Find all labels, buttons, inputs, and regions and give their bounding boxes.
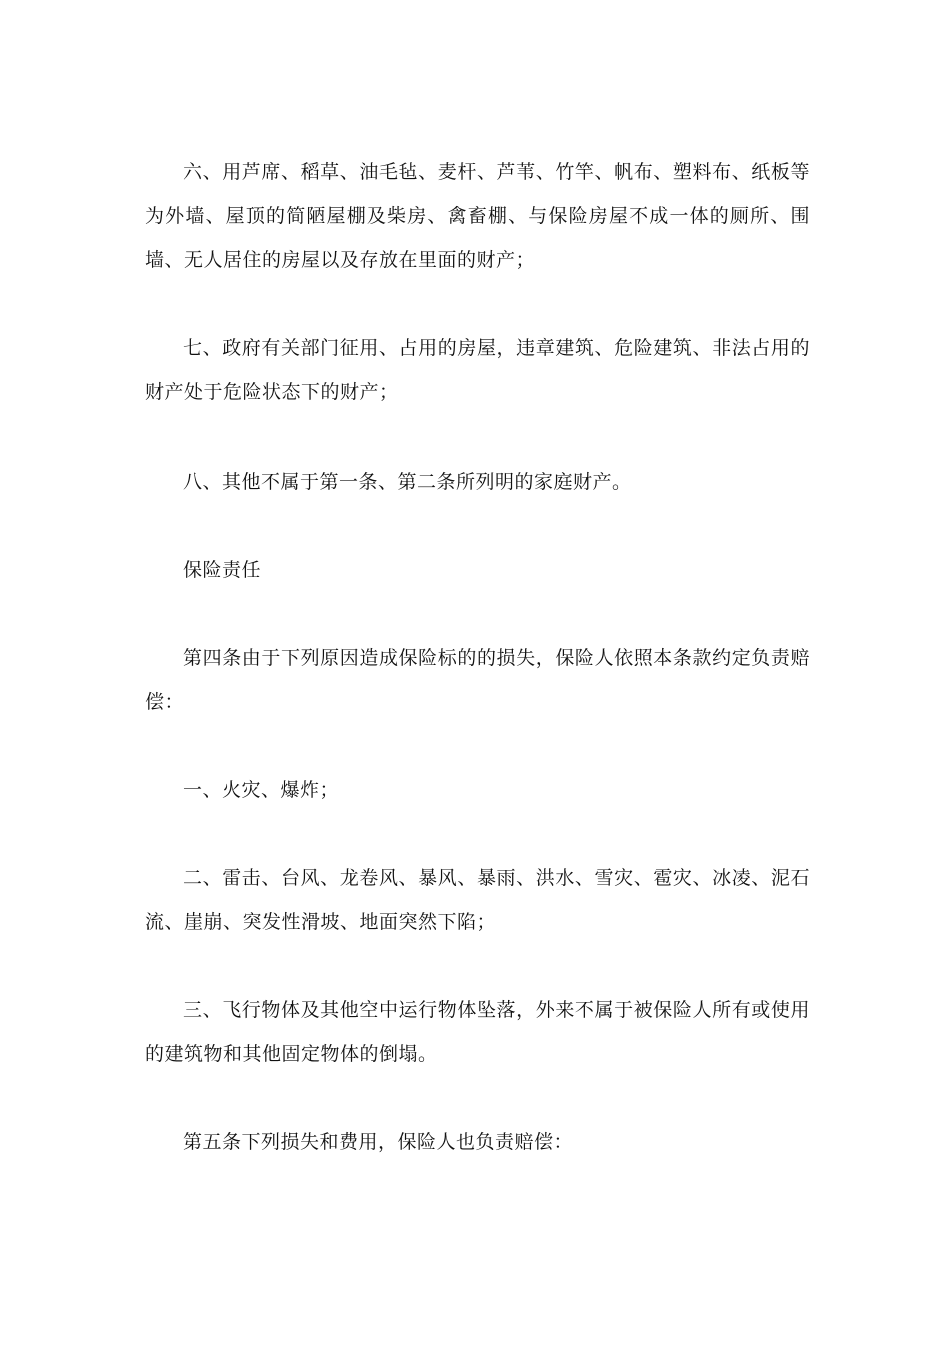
- liability-item-1: 一、火灾、爆炸；: [183, 779, 340, 801]
- clause-item-7: 七、政府有关部门征用、占用的房屋，违章建筑、危险建筑、非法占用的财产处于危险状态下的财产；: [145, 337, 810, 403]
- article-4: 第四条由于下列原因造成保险标的的损失，保险人依照本条款约定负责赔偿：: [145, 647, 810, 713]
- clause-item-6: 六、用芦席、稻草、油毛毡、麦杆、芦苇、竹竿、帆布、塑料布、纸板等为外墙、屋顶的简陋屋棚及柴房、禽畜棚、与保险房屋不成一体的厕所、围墙、无人居住的房屋以及存放在里面的财产；: [145, 161, 810, 271]
- liability-item-2: 二、雷击、台风、龙卷风、暴风、暴雨、洪水、雪灾、雹灾、冰凌、泥石流、崖崩、突发性滑坡、地面突然下陷；: [145, 867, 810, 933]
- clause-item-8: 八、其他不属于第一条、第二条所列明的家庭财产。: [183, 471, 632, 493]
- section-heading-insurance-liability: 保险责任: [183, 559, 262, 581]
- article-5: 第五条下列损失和费用，保险人也负责赔偿：: [183, 1131, 574, 1153]
- liability-item-3: 三、飞行物体及其他空中运行物体坠落，外来不属于被保险人所有或使用的建筑物和其他固定物体的倒塌。: [145, 999, 810, 1065]
